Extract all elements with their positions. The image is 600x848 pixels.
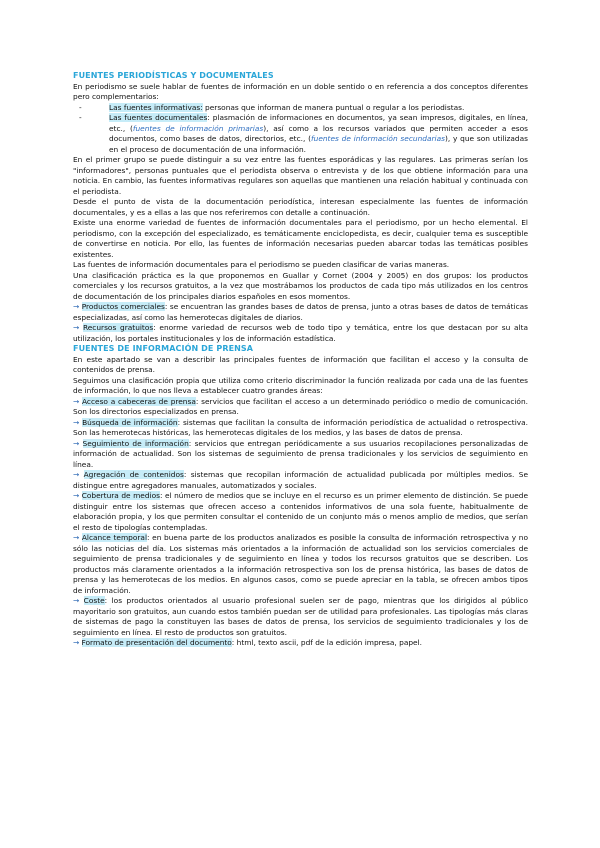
arrow-icon: → — [73, 323, 83, 332]
term: Recursos gratuitos — [82, 323, 154, 332]
term: Formato de presentación del documento — [81, 638, 232, 647]
dash-list — [73, 103, 528, 156]
term: Coste — [83, 596, 105, 605]
bullet-coste — [73, 596, 528, 638]
bullet-busqueda-informacion — [73, 418, 528, 439]
list-item-fuentes-documentales — [103, 113, 528, 155]
bullet-recursos-gratuitos — [73, 323, 528, 344]
bullet-formato-presentacion — [73, 638, 528, 649]
arrow-icon: → — [73, 491, 82, 500]
list-item-fuentes-informativas — [103, 103, 528, 114]
item-text: personas que informan de manera puntual o regular a los periodistas. — [202, 102, 465, 112]
arrow-icon: → — [73, 533, 82, 542]
term: Productos comerciales — [81, 302, 165, 311]
bullet-text: : html, texto ascii, pdf de la edición impresa, papel. — [231, 638, 422, 647]
item-text: ), así como a los recursos variados que permiten acceder a esos documentos, como bases de datos, directorios, etc., ( — [109, 123, 528, 143]
italic-primarias: fuentes de información primarias — [132, 123, 264, 133]
document-body — [73, 71, 528, 649]
arrow-icon: → — [73, 396, 82, 406]
paragraph: En el primer grupo se puede distinguir a su vez entre las fuentes esporádicas y las regulares. Las primeras serían los "informadores", personas puntuales que el periodista observa o entrevista y de los que obtiene información para una noticia. En cambio, las fuentes informativas regulares son aquellas que mantienen una relación habitual y continuada con el periodista. — [73, 155, 528, 196]
bullet-productos-comerciales — [73, 302, 528, 323]
term-fuentes-informativas: Las fuentes informativas: — [109, 102, 203, 112]
italic-secundarias: fuentes de información secundarias — [311, 134, 445, 143]
arrow-icon: → — [73, 302, 82, 311]
section-title-fuentes-prensa: FUENTES DE INFORMACIÓN DE PRENSA — [73, 344, 254, 353]
bullet-text: : sistemas que facilitan la consulta de información periodística de actualidad o retrospectiva. Son las hemerotecas históricas, las hemerotecas digitales de los medios, y las bases de datos de prensa. — [73, 417, 528, 437]
paragraph: Seguimos una clasificación propia que utiliza como criterio discriminador la función realizada por cada una de las fuentes de información, lo que nos lleva a establecer cuatro grandes áreas: — [73, 375, 528, 395]
bullet-seguimiento-informacion — [73, 439, 528, 471]
item-text: : plasmación de informaciones en documentos, ya sean impresos, digitales, en línea, etc., ( — [109, 113, 528, 133]
paragraph-intro: En periodismo se suele hablar de fuentes de información en un doble sentido o en referencia a dos conceptos diferentes pero complementarios: — [73, 81, 528, 101]
bullet-text: : servicios que entregan periódicamente a sus usuarios recopilaciones personalizadas de información de actualidad. Son los sistemas de seguimiento de prensa tradicionales y los servicios de seguimiento en línea. — [73, 438, 529, 469]
bullet-text: : se encuentran las grandes bases de datos de prensa, junto a otras bases de datos de temáticas especializadas, así como las hemerotecas digitales de diarios. — [73, 302, 529, 322]
bullet-alcance-temporal — [73, 533, 528, 596]
term: Búsqueda de información — [82, 417, 178, 427]
paragraph: Las fuentes de información documentales para el periodismo se pueden clasificar de varias maneras. — [73, 260, 450, 269]
bullet-text: : servicios que facilitan el acceso a un determinado periódico o medio de comunicación. Son los directorios especializados en prensa. — [73, 396, 528, 416]
bullet-text: : el número de medios que se incluye en el recurso es un primer elemento de distinción. Se puede distinguir entre los sistemas que ofrecen acceso a contenidos informativos de una sola fuente, habitualmente de elaboración propia, y los que permiten consultar el contenido de un conjunto más o menos amplio de medios, que serían el resto de tipologías contempladas. — [73, 491, 528, 532]
bullet-agregacion-contenidos — [73, 470, 528, 491]
term: Agregación de contenidos — [83, 470, 184, 479]
term: Seguimiento de información — [82, 438, 189, 448]
item-text: ), y que son utilizadas en el proceso de documentación de una información. — [109, 134, 528, 154]
paragraph: En este apartado se van a describir las principales fuentes de información que facilitan el acceso y la consulta de contenidos de prensa. — [73, 354, 528, 374]
bullet-text: : en buena parte de los productos analizados es posible la consulta de información retrospectiva y no sólo las noticias del día. Los sistemas más orientados a la información de actualidad son los servicios comerciales de seguimiento de prensa tradicionales y de seguimiento en línea y todos los recursos gratuitos que se describen. Los productos más claramente orientados a la información retrospectiva son los de prensa histórica, las bases de datos de prensa y las hemerotecas de los medios. En algunos casos, como se puede apreciar en la tabla, se ofrecen ambos tipos de información. — [73, 533, 528, 595]
paragraph: Existe una enorme variedad de fuentes de información documentales para el periodismo, por un hecho elemental. El periodismo, con la excepción del especializado, es temáticamente enciclopedista, es decir, cualquier tema es susceptible de convertirse en noticia. Por ello, las fuentes de información necesarias pueden abarcar todas las temáticas posibles existentes. — [73, 218, 528, 259]
term: Cobertura de medios — [81, 491, 160, 500]
arrow-icon: → — [73, 596, 84, 605]
bullet-text: : los productos orientados al usuario profesional suelen ser de pago, mientras que los dirigidos al público mayoritario son gratuitos, aun cuando estos también puedan ser de utilidad para profesionales. Las tipologías más claras de sistemas de pago la constituyen las bases de datos de prensa, los servicios de seguimiento tradicionales y los de seguimiento en línea. El resto de productos son gratuitos. — [73, 596, 529, 637]
arrow-icon: → — [73, 417, 83, 427]
paragraph: Desde el punto de vista de la documentación periodística, interesan especialmente las fuentes de información documentales, y es a ellas a las que nos referiremos con detalle a continuación. — [73, 197, 528, 217]
bullet-cobertura-medios — [73, 491, 528, 533]
bullet-acceso-cabeceras — [73, 397, 528, 418]
term: Acceso a cabeceras de prensa — [81, 396, 196, 406]
bullet-text: : enorme variedad de recursos web de todo tipo y temática, entre los que destacan por su alta utilización, los portales institucionales y los de información estadística. — [73, 323, 529, 343]
section-title-fuentes-periodisticas: FUENTES PERIODÍSTICAS Y DOCUMENTALES — [73, 71, 274, 80]
arrow-icon: → — [73, 638, 82, 647]
arrow-icon: → — [73, 470, 84, 479]
paragraph: Una clasificación práctica es la que proponemos en Guallar y Cornet (2004 y 2005) en dos grupos: los productos comerciales y los recursos gratuitos, a la vez que mostrábamos los productos de cada tipo más utilizados en los centros de documentación de los principales diarios españoles en esos momentos. — [73, 270, 528, 301]
arrow-icon: → — [73, 438, 83, 448]
bullet-text: : sistemas que recopilan información de actualidad publicada por múltiples medios. Se distingue entre agregadores manuales, automatizados y sociales. — [73, 470, 528, 490]
term-fuentes-documentales: Las fuentes documentales — [109, 113, 208, 122]
term: Alcance temporal — [81, 533, 147, 542]
